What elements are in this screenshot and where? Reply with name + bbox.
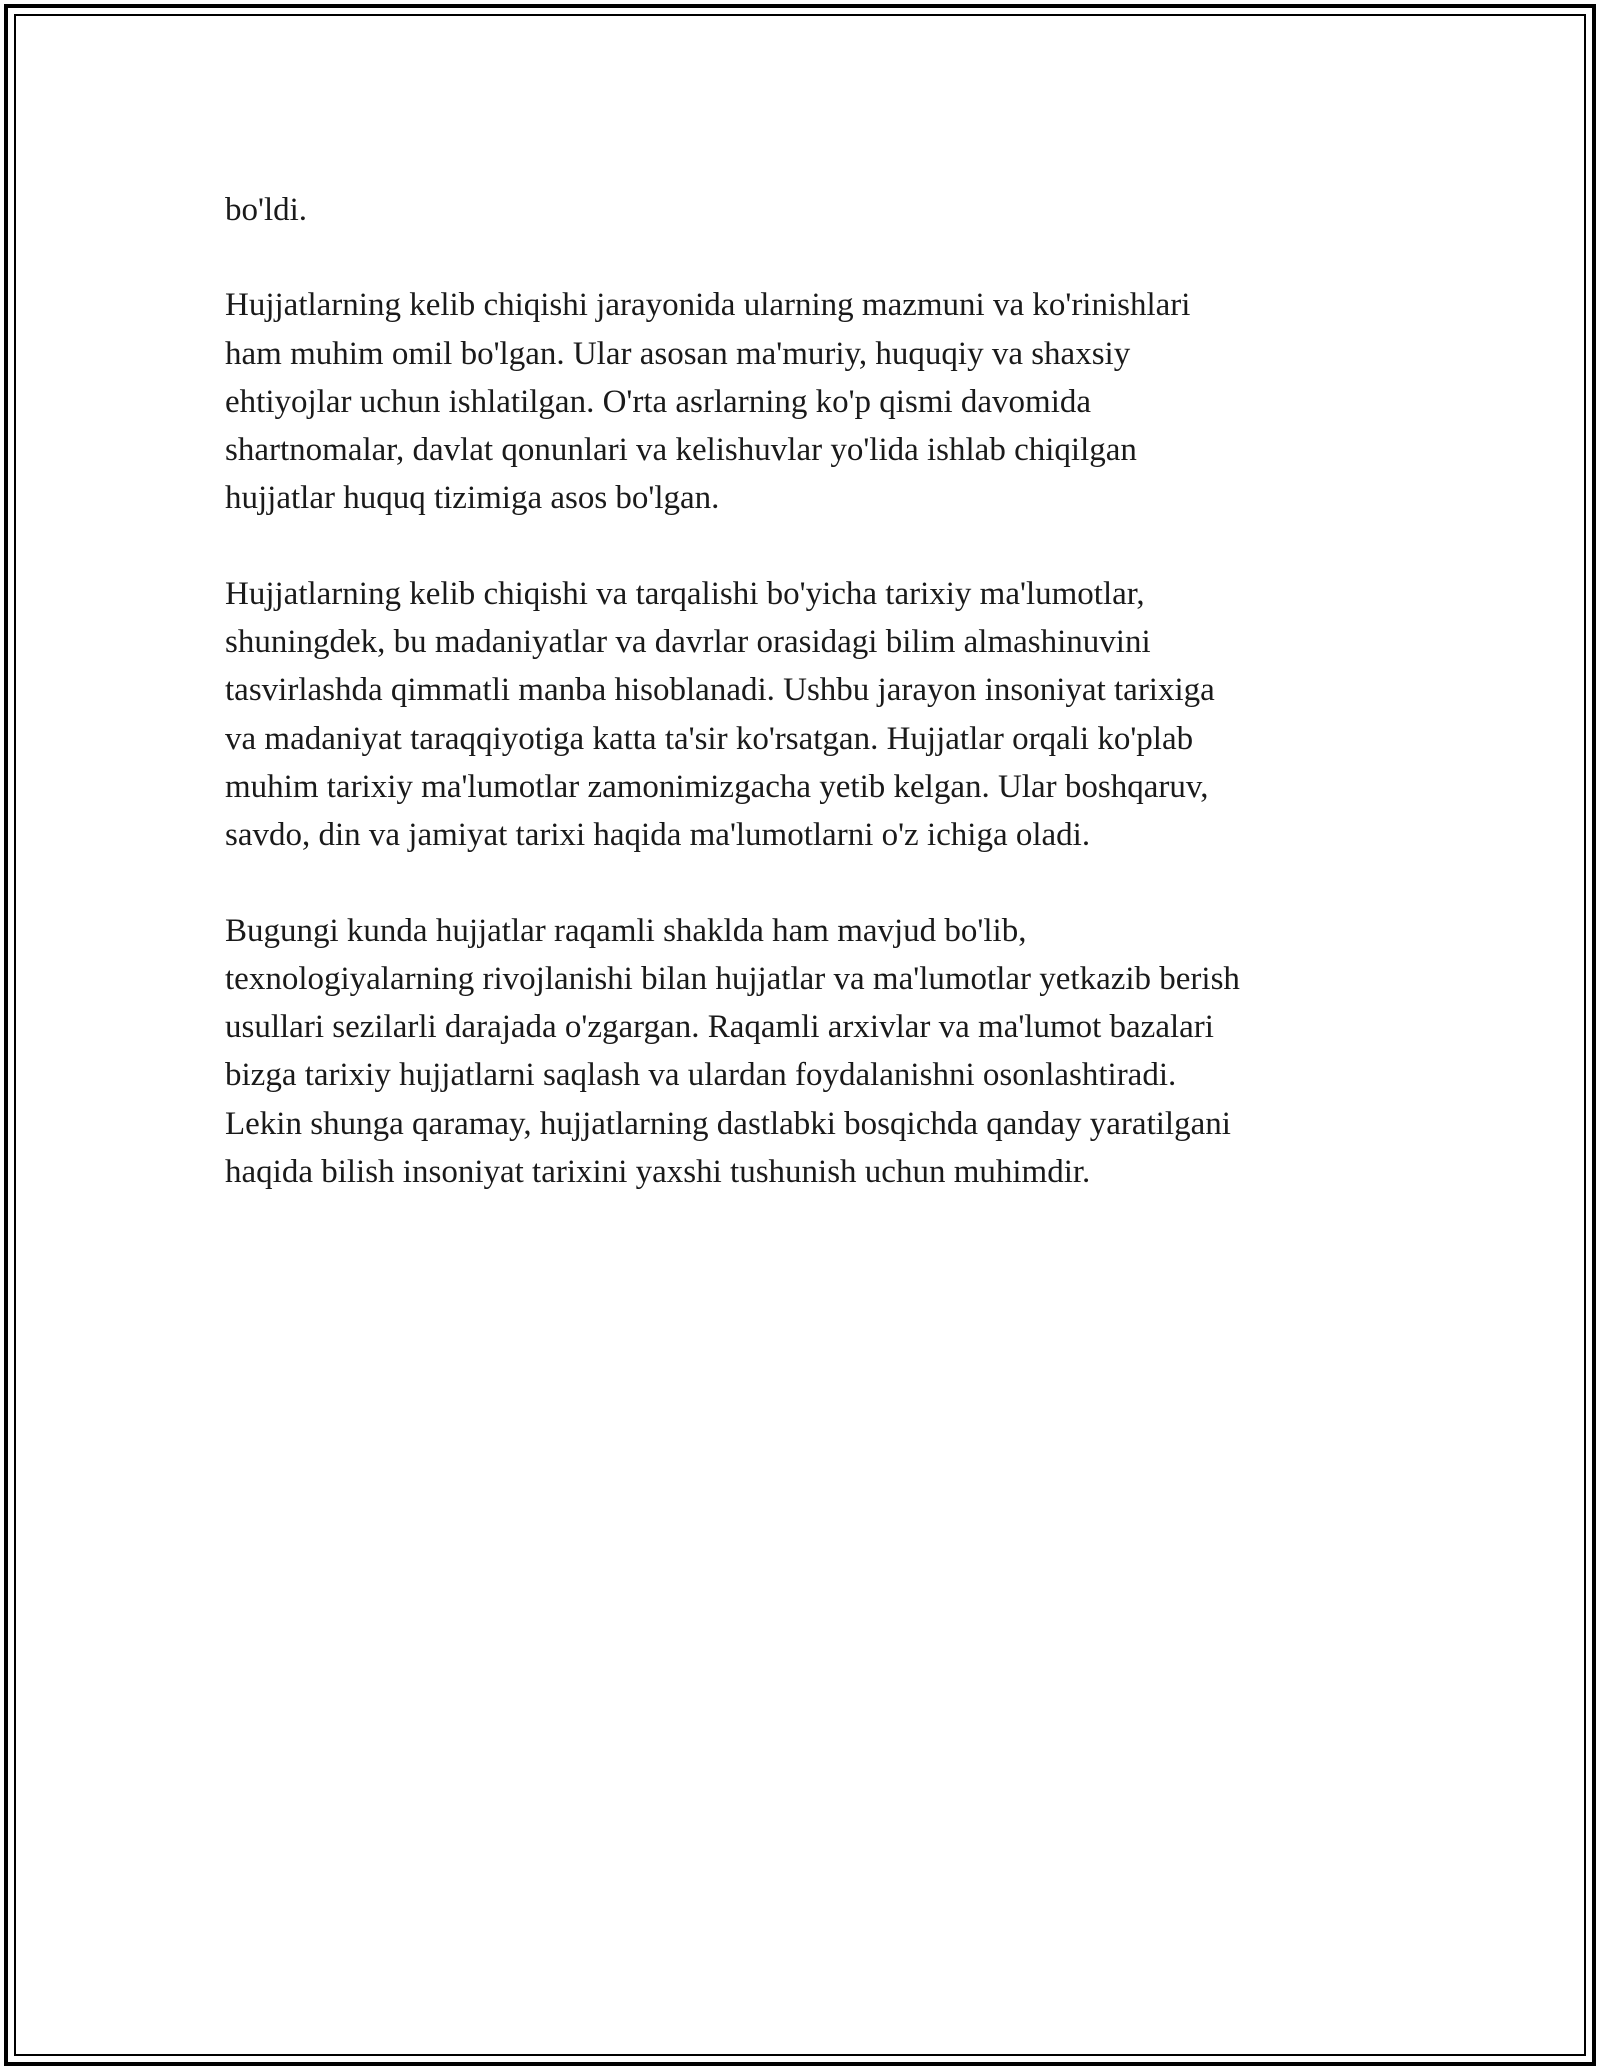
- document-body: [225, 186, 1375, 1243]
- paragraph-continuation: bo'ldi.: [225, 192, 308, 228]
- paragraph-historical-sources: Hujjatlarning kelib chiqishi va tarqalishi bo'yicha tarixiy ma'lumotlar, shuningdek, bu madaniyatlar va davrlar orasidagi bilim almashinuvini tasvirlashda qimmatli manba hisoblanadi. Ushbu jarayon insoniyat tarixiga va madaniyat taraqqiyotiga katta ta'sir ko'rsatgan. Hujjatlar orqali ko'plab muhim tarixiy ma'lumotlar zamonimizgacha yetib kelgan. Ular boshqaruv, savdo, din va jamiyat tarixi haqida ma'lumotlarni o'z ichiga oladi.: [225, 575, 1215, 854]
- paragraph-digital-documents: Bugungi kunda hujjatlar raqamli shaklda ham mavjud bo'lib, texnologiyalarning rivojlanishi bilan hujjatlar va ma'lumotlar yetkazib berish usullari sezilarli darajada o'zgargan. Raqamli arxivlar va ma'lumot bazalari bizga tarixiy hujjatlarni saqlash va ulardan foydalanishni osonlashtiradi. Lekin shunga qaramay, hujjatlarning dastlabki bosqichda qanday yaratilgani haqida bilish insoniyat tarixini yaxshi tushunish uchun muhimdir.: [225, 912, 1240, 1191]
- paragraph-content-and-forms: Hujjatlarning kelib chiqishi jarayonida ularning mazmuni va ko'rinishlari ham muhim omil bo'lgan. Ular asosan ma'muriy, huquqiy va shaxsiy ehtiyojlar uchun ishlatilgan. O'rta asrlarning ko'p qismi davomida shartnomalar, davlat qonunlari va kelishuvlar yo'lida ishlab chiqilgan hujjatlar huquq tizimiga asos bo'lgan.: [225, 287, 1191, 517]
